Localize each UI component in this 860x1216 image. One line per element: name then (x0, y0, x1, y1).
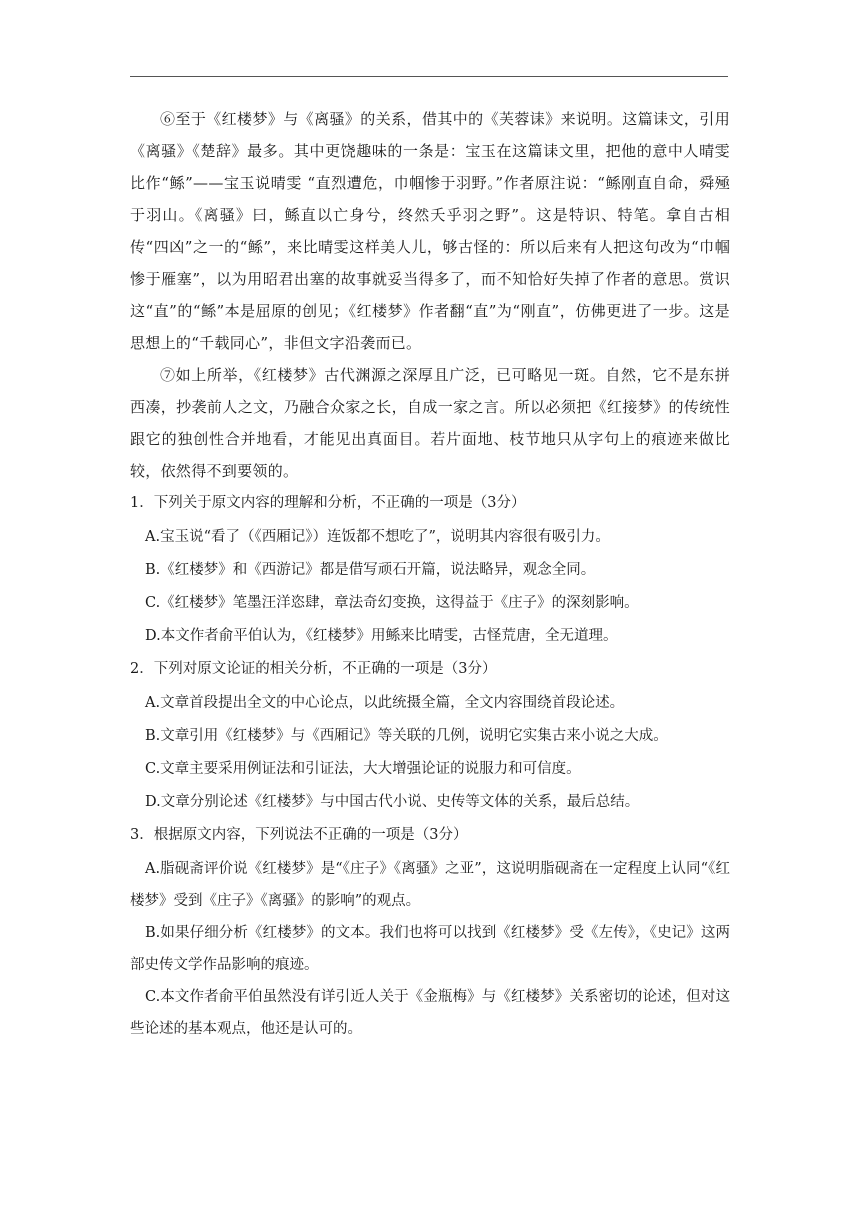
option-b: B.文章引用《红楼梦》与《西厢记》等关联的几例，说明它实集古来小说之大成。 (145, 728, 668, 744)
option-a: A.文章首段提出全文的中心论点，以此统摄全篇，全文内容围绕首段论述。 (145, 695, 625, 711)
question-3 (130, 822, 730, 1045)
option-c: C.《红楼梦》笔墨汪洋恣肆，章法奇幻变换，这得益于《庄子》的深刻影响。 (145, 595, 639, 611)
option-d: D.文章分别论述《红楼梦》与中国古代小说、史传等文体的关系，最后总结。 (145, 794, 640, 810)
document-body (130, 103, 730, 1045)
passage-paragraph-7: ⑦如上所举，《红楼梦》古代渊源之深厚且广泛，已可略见一斑。自然，它不是东拼西凑，抄袭前人之文，乃融合众家之长，自成一家之言。所以必须把《红接梦》的传统性跟它的独创性合并地看，才能见出真面目。若片面地、枝节地只从字句上的痕迹来做比较，依然得不到要领的。 (130, 366, 730, 480)
option-c: C.本文作者俞平伯虽然没有详引近人关于《金瓶梅》与《红楼梦》关系密切的论述，但对这些论述的基本观点，他还是认可的。 (130, 989, 730, 1037)
option-list (130, 687, 730, 819)
option-c: C.文章主要采用例证法和引证法，大大增强论证的说服力和可信度。 (145, 761, 581, 777)
header-rule (130, 76, 728, 77)
option-list (130, 853, 730, 1045)
question-2 (130, 656, 730, 819)
option-a: A.宝玉说“看了（《西厢记》）连饭都不想吃了”，说明其内容很有吸引力。 (145, 529, 610, 545)
option-b: B.《红楼梦》和《西游记》都是借写顽石开篇，说法略异，观念全同。 (145, 562, 596, 578)
option-b: B.如果仔细分析《红楼梦》的文本。我们也将可以找到《红楼梦》受《左传》，《史记》这两部史传文学作品影响的痕迹。 (130, 925, 730, 973)
option-d: D.本文作者俞平伯认为，《红楼梦》用鲧来比晴雯，古怪荒唐，全无道理。 (145, 628, 618, 644)
question-1 (130, 490, 730, 653)
question-stem: 3．根据原文内容，下列说法不正确的一项是（3分） (130, 827, 468, 843)
option-list (130, 521, 730, 653)
question-stem: 1．下列关于原文内容的理解和分析，不正确的一项是（3分） (130, 495, 526, 511)
question-stem: 2．下列对原文论证的相关分析，不正确的一项是（3分） (130, 661, 497, 677)
passage-paragraph-6: ⑥至于《红楼梦》与《离骚》的关系，借其中的《芙蓉诔》来说明。这篇诔文，引用《离骚》《楚辞》最多。其中更饶趣味的一条是：宝玉在这篇诔文里，把他的意中人晴雯比作“鲧”——宝玉说晴雯 “直烈遭危，巾帼惨于羽野。”作者原注说：“鲧刚直自命，舜殛于羽山。《离骚》曰，鲧直以亡身兮，终然夭乎羽之野”。这是特识、特笔。拿自古相传“四凶”之一的“鲧”，来比晴雯这样美人儿，够古怪的：所以后来有人把这句改为“巾帼惨于雁塞”，以为用昭君出塞的故事就妥当得多了，而不知恰好失掉了作者的意思。赏识这“直”的“鲧”本是屈原的创见；《红楼梦》作者翻“直”为“刚直”，仿佛更进了一步。这是思想上的“千载同心”，非但文字沿袭而已。 (130, 110, 730, 352)
option-a: A.脂砚斋评价说《红楼梦》是“《庄子》《离骚》之亚”，这说明脂砚斋在一定程度上认同“《红楼梦》受到《庄子》《离骚》的影响”的观点。 (130, 861, 730, 909)
